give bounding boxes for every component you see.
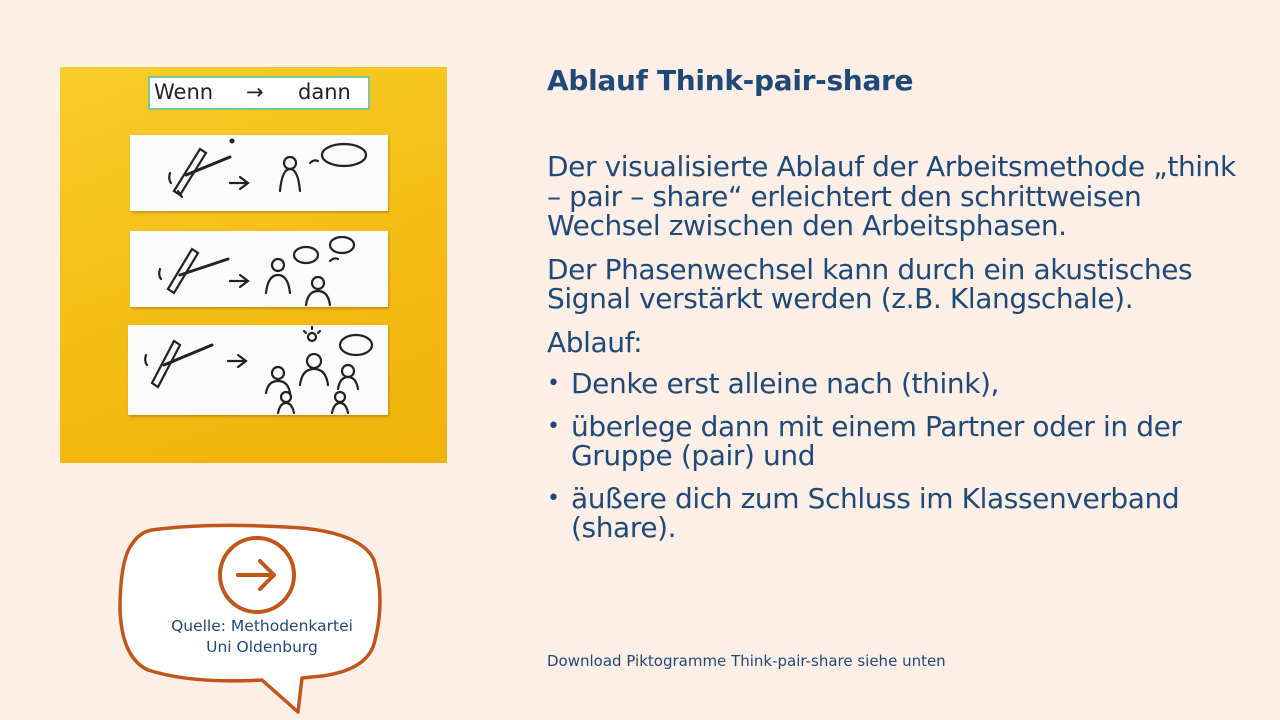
- steps-list: [547, 369, 1257, 543]
- think-pictogram: [130, 135, 388, 211]
- list-item: [547, 409, 1257, 472]
- download-note: Download Piktogramme Think-pair-share siehe unten: [547, 652, 946, 670]
- bullet-icon: •: [547, 371, 560, 396]
- wenn-dann-arrow: →: [246, 80, 264, 104]
- pair-card: [130, 231, 388, 307]
- wenn-label: Wenn: [154, 80, 214, 104]
- source-bubble: [112, 520, 398, 716]
- dann-label: dann: [298, 80, 351, 104]
- bullet-icon: •: [547, 413, 560, 439]
- slide-body: [547, 152, 1257, 556]
- source-line-2: Uni Oldenburg: [206, 638, 318, 656]
- list-item-text: überlege dann mit einem Partner oder in der Gruppe (pair) und: [571, 409, 1182, 472]
- list-item: [547, 481, 1257, 544]
- think-pair-share-photo: [60, 67, 447, 463]
- list-item: [547, 369, 1257, 399]
- paragraph-ablauf: Ablauf:: [547, 325, 643, 359]
- arrow-right-circle-icon[interactable]: [216, 534, 298, 616]
- share-pictogram: [128, 325, 388, 415]
- pair-pictogram: [130, 231, 388, 307]
- source-line-1: Quelle: Methodenkartei: [171, 617, 353, 635]
- share-card: [128, 325, 388, 415]
- wenn-dann-card: [148, 76, 370, 110]
- paragraph-intro: Der visualisierte Ablauf der Arbeitsmethode „think – pair – share“ erleichtert den schrittweisen Wechsel zwischen den Arbeitsphasen.: [547, 150, 1236, 242]
- slide-title: Ablauf Think-pair-share: [547, 64, 914, 97]
- list-item-text: äußere dich zum Schluss im Klassenverband (share).: [571, 481, 1180, 544]
- bullet-icon: •: [547, 485, 560, 511]
- think-card: [130, 135, 388, 211]
- list-item-text: Denke erst alleine nach (think),: [571, 367, 1000, 400]
- paragraph-signal: Der Phasenwechsel kann durch ein akustisches Signal verstärkt werden (z.B. Klangschale).: [547, 252, 1193, 315]
- source-caption: [132, 616, 392, 658]
